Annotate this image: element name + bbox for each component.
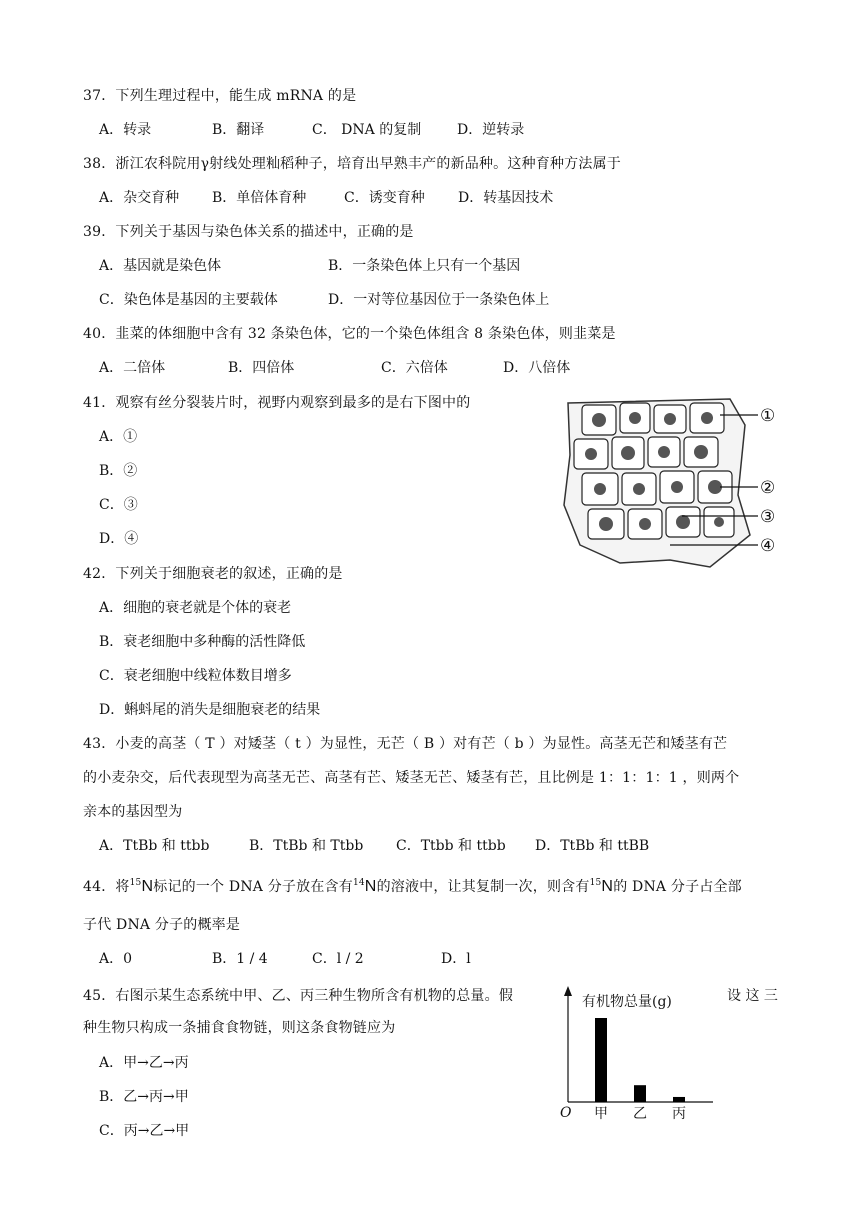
q40-option-b[interactable]: B．四倍体 (228, 360, 295, 376)
q44-text-3: 的溶液中，让其复制一次，则含有 (376, 879, 590, 895)
question-44-stem-line2: 子代 DNA 分子的概率是 (83, 917, 241, 933)
question-43-stem-line2: 的小麦杂交，后代表现型为高茎无芒、高茎有芒、矮茎无芒、矮茎有芒，且比例是 1：1：1：1 ，则两个 (83, 770, 740, 786)
q40-option-d[interactable]: D．八倍体 (503, 360, 571, 376)
question-45-stem-line1-end: 设 这 三 (727, 988, 778, 1004)
q40-option-c[interactable]: C．六倍体 (381, 360, 448, 376)
question-44-stem-line1 (83, 873, 742, 897)
label-3: ③ (760, 507, 776, 527)
q44-sup-15a: 15 (129, 878, 142, 888)
q44-text-1: 44．将 (83, 879, 130, 895)
q44-n-2: N (364, 878, 377, 895)
question-45-stem-line2: 种生物只构成一条捕食食物链，则这条食物链应为 (83, 1020, 396, 1036)
q44-n-3: N (601, 878, 614, 895)
question-37-stem: 37．下列生理过程中，能生成 mRNA 的是 (83, 88, 357, 104)
nucleus (629, 412, 641, 424)
question-43-stem-line3: 亲本的基因型为 (83, 804, 183, 820)
q44-sup-15b: 15 (589, 878, 602, 888)
nucleus (694, 445, 708, 459)
nucleus (633, 483, 645, 495)
q44-n-1: N (141, 878, 154, 895)
bar-3 (673, 1097, 685, 1102)
q43-option-a[interactable]: A．TtBb 和 ttbb (99, 838, 210, 854)
nucleus (714, 517, 724, 527)
q42-option-a[interactable]: A．细胞的衰老就是个体的衰老 (99, 600, 292, 616)
nucleus (585, 448, 597, 460)
nucleus (676, 515, 690, 529)
nucleus (671, 481, 683, 493)
q44-option-b[interactable]: B．1 / 4 (212, 951, 268, 967)
nucleus (594, 483, 606, 495)
q37-option-c[interactable]: C． DNA 的复制 (312, 122, 422, 138)
y-axis-label: 有机物总量(g) (582, 994, 672, 1010)
q37-option-d[interactable]: D．逆转录 (457, 122, 525, 138)
q42-option-c[interactable]: C．衰老细胞中线粒体数目增多 (99, 668, 292, 684)
q44-text-4: 的 DNA 分子占全部 (613, 879, 742, 895)
q44-option-d[interactable]: D．l (441, 951, 471, 967)
q44-text-2: 标记的一个 DNA 分子放在含有 (153, 879, 353, 895)
q42-option-b[interactable]: B．衰老细胞中多种酶的活性降低 (99, 634, 306, 650)
q44-option-c[interactable]: C．l / 2 (312, 951, 364, 967)
nucleus (664, 413, 676, 425)
q41-option-a[interactable]: A．① (99, 429, 138, 445)
nucleus (708, 480, 722, 494)
nucleus (701, 412, 713, 424)
q37-option-a[interactable]: A．转录 (99, 122, 152, 138)
q38-option-b[interactable]: B．单倍体育种 (212, 190, 307, 206)
q43-option-c[interactable]: C．Ttbb 和 ttbb (396, 838, 506, 854)
q40-option-a[interactable]: A．二倍体 (99, 360, 166, 376)
q39-option-a[interactable]: A．基因就是染色体 (99, 258, 222, 274)
nucleus (658, 446, 670, 458)
x-tick-label: 甲 (594, 1106, 608, 1122)
nucleus (621, 446, 635, 460)
nucleus (592, 413, 606, 427)
q44-option-a[interactable]: A．0 (99, 951, 133, 967)
question-41-stem: 41．观察有丝分裂装片时，视野内观察到最多的是右下图中的 (83, 395, 471, 411)
bar-1 (595, 1018, 607, 1102)
question-45-stem-line1: 45．右图示某生态系统中甲、乙、丙三种生物所含有机物的总量。假 (83, 988, 514, 1004)
nucleus (599, 517, 613, 531)
q44-sup-14: 14 (352, 878, 365, 888)
x-tick-label: 丙 (672, 1106, 686, 1122)
q45-option-b[interactable]: B．乙→丙→甲 (99, 1089, 189, 1105)
q39-option-d[interactable]: D．一对等位基因位于一条染色体上 (328, 292, 550, 308)
label-1: ① (760, 406, 776, 426)
label-2: ② (760, 478, 776, 498)
q43-option-d[interactable]: D．TtBb 和 ttBB (535, 838, 650, 854)
q45-option-a[interactable]: A．甲→乙→丙 (99, 1055, 189, 1071)
q41-option-c[interactable]: C．③ (99, 497, 138, 513)
y-axis-arrow (564, 986, 572, 996)
q37-option-b[interactable]: B．翻译 (212, 122, 265, 138)
origin-label: O (560, 1105, 572, 1121)
q43-option-b[interactable]: B．TtBb 和 Ttbb (249, 838, 364, 854)
q39-option-c[interactable]: C．染色体是基因的主要载体 (99, 292, 278, 308)
q41-option-b[interactable]: B．② (99, 463, 138, 479)
q39-option-b[interactable]: B．一条染色体上只有一个基因 (328, 258, 521, 274)
q38-option-d[interactable]: D．转基因技术 (458, 190, 554, 206)
q41-option-d[interactable]: D．④ (99, 531, 139, 547)
question-38-stem: 38．浙江农科院用γ射线处理籼稻种子，培育出早熟丰产的新品种。这种育种方法属于 (83, 156, 621, 172)
nucleus (639, 518, 651, 530)
q38-option-c[interactable]: C．诱变育种 (344, 190, 425, 206)
q45-option-c[interactable]: C．丙→乙→甲 (99, 1123, 190, 1139)
q42-option-d[interactable]: D．蝌蚪尾的消失是细胞衰老的结果 (99, 702, 321, 718)
question-40-stem: 40．韭菜的体细胞中含有 32 条染色体，它的一个染色体组含 8 条染色体，则韭菜是 (83, 326, 616, 342)
question-39-stem: 39．下列关于基因与染色体关系的描述中，正确的是 (83, 224, 414, 240)
root-tip-cell-micrograph (560, 395, 785, 570)
question-43-stem-line1: 43．小麦的高茎（ T ）对矮茎（ t ）为显性，无芒（ B ）对有芒（ b ）为显性。高茎无芒和矮茎有芒 (83, 736, 728, 752)
bar-2 (634, 1085, 646, 1102)
x-tick-label: 乙 (633, 1106, 647, 1122)
q38-option-a[interactable]: A．杂交育种 (99, 190, 180, 206)
question-42-stem: 42．下列关于细胞衰老的叙述，正确的是 (83, 566, 343, 582)
label-4: ④ (760, 536, 776, 556)
organic-matter-bar-chart (548, 984, 728, 1124)
